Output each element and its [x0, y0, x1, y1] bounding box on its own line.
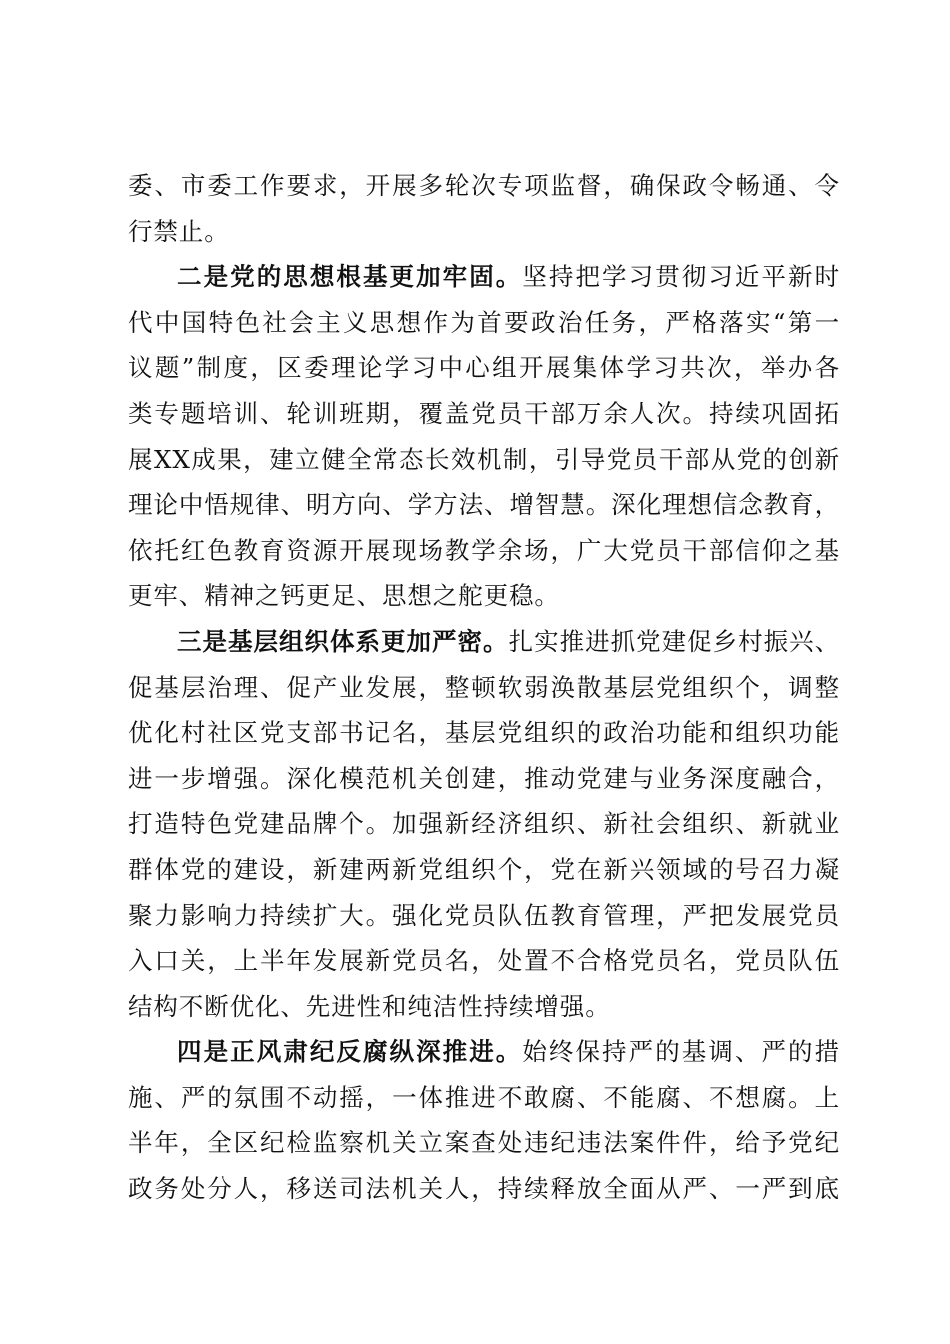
paragraph-heading: 四是正风肃纪反腐纵深推进。 — [177, 1037, 523, 1067]
text-fragment: 坚持把学习贯彻习近平新时 — [522, 262, 840, 292]
text-fragment: 扎实推进抓党建促乡村振兴、 — [508, 626, 841, 656]
text-line: 行禁止。 — [128, 216, 230, 246]
text-line: 进一步增强。深化模范机关创建，推动党建与业务深度融合， — [128, 763, 840, 793]
text-line: 理论中悟规律、明方向、学方法、增智慧。深化理想信念教育， — [128, 490, 840, 520]
text-line: 群体党的建设，新建两新党组织个，党在新兴领域的号召力凝 — [128, 854, 840, 884]
paragraph-4 — [128, 1029, 840, 1211]
text-line: 促基层治理、促产业发展，整顿软弱涣散基层党组织个，调整 — [128, 672, 840, 702]
text-line: 入口关，上半年发展新党员名，处置不合格党员名，党员队伍 — [128, 946, 840, 976]
text-line: 类专题培训、轮训班期，覆盖党员干部万余人次。持续巩固拓 — [128, 398, 840, 428]
text-line: 更牢、精神之钙更足、思想之舵更稳。 — [128, 581, 560, 611]
text-line: 依托红色教育资源开展现场教学余场，广大党员干部信仰之基 — [128, 535, 840, 565]
paragraph-3 — [128, 619, 840, 1029]
text-line: 政务处分人，移送司法机关人，持续释放全面从严、一严到底 — [128, 1174, 840, 1204]
text-line: 优化村社区党支部书记名，基层党组织的政治功能和组织功能 — [128, 718, 840, 748]
text-line: 展XX成果，建立健全常态长效机制，引导党员干部从党的创新 — [128, 444, 840, 474]
text-line: 议题”制度，区委理论学习中心组开展集体学习共次，举办各 — [128, 353, 840, 383]
document-body — [128, 163, 840, 1212]
paragraph-1 — [128, 163, 840, 254]
text-line — [128, 254, 840, 300]
text-line: 打造特色党建品牌个。加强新经济组织、新社会组织、新就业 — [128, 809, 840, 839]
text-line: 半年，全区纪检监察机关立案查处违纪违法案件件，给予党纪 — [128, 1128, 840, 1158]
text-line — [128, 619, 840, 665]
text-line: 委、市委工作要求，开展多轮次专项监督，确保政令畅通、令 — [128, 171, 840, 200]
text-line — [128, 1029, 840, 1075]
paragraph-heading: 三是基层组织体系更加严密。 — [177, 626, 509, 656]
text-line: 聚力影响力持续扩大。强化党员队伍教育管理，严把发展党员 — [128, 900, 840, 930]
text-fragment: 始终保持严的基调、严的措 — [522, 1037, 840, 1067]
text-line: 施、严的氛围不动摇，一体推进不敢腐、不能腐、不想腐。上 — [128, 1082, 840, 1112]
text-line: 结构不断优化、先进性和纯洁性持续增强。 — [128, 991, 611, 1021]
paragraph-heading: 二是党的思想根基更加牢固。 — [177, 262, 523, 292]
paragraph-2 — [128, 254, 840, 619]
text-line: 代中国特色社会主义思想作为首要政治任务，严格落实“第一 — [128, 307, 840, 337]
